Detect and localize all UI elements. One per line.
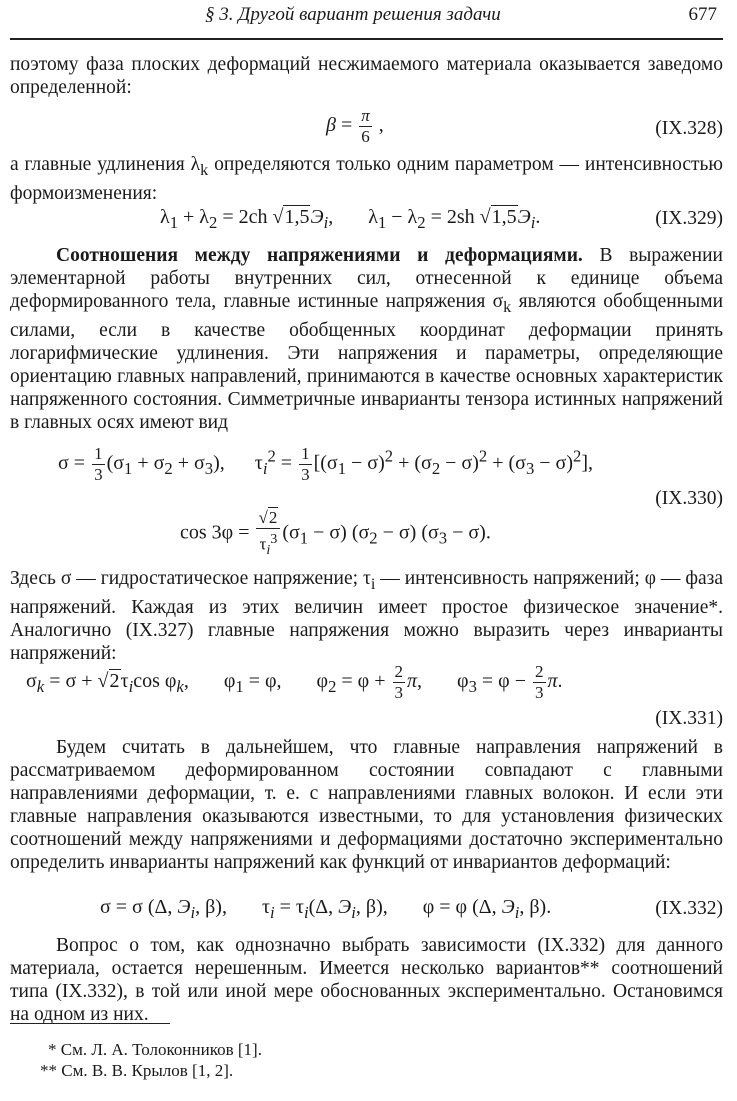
equation-lambda: $\lambda_1 + \lambda_2 = 2ch$ $√1,5Э_i$, $\lambda_1 - \lambda_2 = 2sh$ $√1,5Э_i$. xyxy=(160,206,541,232)
equation-principal-stresses: $\sigma_k = \sigma + √2\tau_i\cos$ $\varphi_k$, $\varphi_1 = \varphi$, $\varphi_2 = \varphi$ + $\frac{2}{3}$ π, $\varphi_3 = \varphi$ − $\frac{2}{3}$ π. xyxy=(26,662,563,702)
paragraph-3: Соотношения между напряжениями и деформациями. В выражении элементарной работы внутренних сил, отнесенной к единице объема деформированного тела, главные истинные напряжения $\sigma_k$ являются обобщенными силами, если в качестве обобщенных координат деформации принять логарифмические удлинения. Эти напряжения и параметры, определяющие ориентацию главных направлений, принимаются в качестве основных характеристик напряженного состояния. Симметричные инварианты тензора истинных напряжений в главных осях имеют вид xyxy=(10,245,723,433)
page-number: 677 xyxy=(688,4,717,25)
equation-number-328: (IX.328) xyxy=(655,118,723,139)
section-heading: Соотношения между напряжениями и деформациями. xyxy=(56,245,583,266)
equation-number-332: (IX.332) xyxy=(655,898,723,919)
footnote-2: ** См. В. В. Крылов [1, 2]. xyxy=(40,1061,234,1080)
paragraph-5: Будем считать в дальнейшем, что главные направления напряжений в рассматриваемом деформированном состоянии совпадают с главными направлениями деформации, т. е. с направлениями главных волокон. И если эти главные направления оказываются известными, то для установления физических соотношений между напряжениями и деформациями достаточно экспериментально определить инварианты напряжений как функций от инвариантов деформаций: xyxy=(10,737,723,873)
footnote-rule xyxy=(10,1023,170,1024)
footnote-1: * См. Л. А. Толоконников [1]. xyxy=(48,1040,262,1059)
running-head: § 3. Другой вариант решения задачи xyxy=(205,4,501,25)
paragraph-1: поэтому фаза плоских деформаций несжимаемого материала оказывается заведомо определенной: xyxy=(10,54,723,98)
equation-number-330: (IX.330) xyxy=(655,488,723,509)
equation-beta: β = $\frac{\pi}{6}$ , xyxy=(326,106,384,146)
equation-invariants: σ = $\frac{1}{3}$ $(\sigma_1 + \sigma_2 + \sigma_3)$, $\tau_i^2$ = $\frac{1}{3}$ $[(\sigma_1 - \sigma)^2 + (\sigma_2 - \sigma)^2 + (\sigma_3 - \sigma)^2]$, xyxy=(58,444,593,484)
equation-functions: σ = σ (Δ, $Э_i$, β), $\tau_i = \tau_i(\Delta$, $Э_i$, β), φ = φ (Δ, $Э_i$, β). xyxy=(100,896,552,922)
page-header xyxy=(10,0,723,40)
paragraph-2: а главные удлинения $\lambda_k$ определяются только одним параметром — интенсивностью формоизменения: xyxy=(10,154,723,204)
equation-cos3phi: cos 3φ = $\frac{√2}{\tau_i^3}$ $(\sigma_1 - \sigma) (\sigma_2 - \sigma) (\sigma_3 - \sigma)$. xyxy=(180,508,491,559)
equation-number-331: (IX.331) xyxy=(655,708,723,729)
equation-number-329: (IX.329) xyxy=(655,208,723,229)
paragraph-6: Вопрос о том, как однозначно выбрать зависимости (IX.332) для данного материала, остается нерешенным. Имеется несколько вариантов** соотношений типа (IX.332), в той или иной мере обоснованных экспериментально. Остановимся на одном из них. xyxy=(10,935,723,1025)
paragraph-4: Здесь σ — гидростатическое напряжение; $\tau_i$ — интенсивность напряжений; φ — фаза напряжений. Каждая из этих величин имеет простое физическое значение*. Аналогично (IX.327) главные напряжения можно выразить через инварианты напряжений: xyxy=(10,568,724,664)
